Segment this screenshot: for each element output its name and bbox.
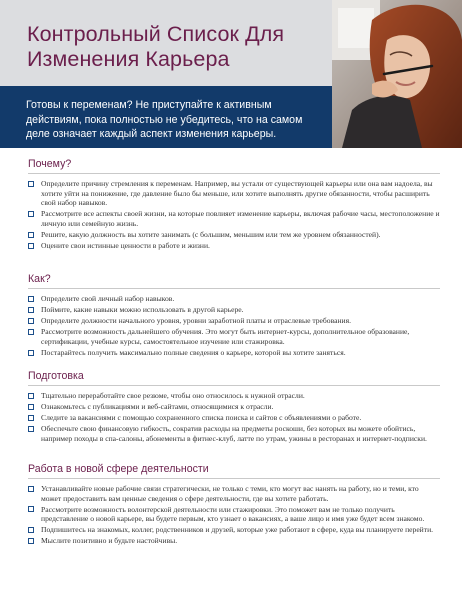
checkbox[interactable]	[28, 404, 34, 410]
checklist-item	[28, 179, 440, 208]
checkbox[interactable]	[28, 350, 34, 356]
section-title: Почему?	[28, 158, 440, 174]
checklist-item-text: Определите свой личный набор навыков.	[41, 294, 175, 303]
woman-with-pen-photo	[332, 0, 462, 148]
checklist-item-text: Рассмотрите возможность дальнейшего обучения. Это могут быть интернет-курсы, дополнительное образование, сертификации, учебные курсы, самостоятельное изучение или стажировка.	[41, 327, 410, 346]
checkbox[interactable]	[28, 307, 34, 313]
checkbox[interactable]	[28, 329, 34, 335]
checklist-item-text: Следите за вакансиями с помощью сохраненного списка поиска и сайтов с объявлениями о работе.	[41, 413, 362, 423]
checklist-item	[28, 327, 440, 346]
checklist-item	[28, 294, 440, 304]
checklist-item	[28, 391, 440, 401]
checkbox[interactable]	[28, 506, 34, 512]
section-new-field	[28, 463, 440, 548]
section-preparation	[28, 370, 440, 445]
checklist-item-text: Устанавливайте новые рабочие связи стратегически, не только с теми, кто могут вас нанять на работу, но и теми, кто может предоставить вам ценные сведения о сфере деятельности, где вы хотите работать.	[41, 484, 419, 503]
checklist	[28, 179, 440, 251]
checkbox[interactable]	[28, 486, 34, 492]
checklist-item-text: Рассмотрите все аспекты своей жизни, на которые повлияет изменение карьеры, включая рабочие часы, местоположение и личную или семейную жизнь.	[41, 209, 440, 228]
checklist-item-text: Определите причину стремления к переменам. Например, вы устали от существующей карьеры или она вам надоела, вы хотите уйти на понижение, где давление было бы меньше, или хотите выполнять другие обязанности, чтобы расширить свой набор навыков.	[41, 179, 433, 208]
header-photo	[332, 0, 462, 148]
checklist-item-text: Решите, какую должность вы хотите занимать (с большим, меньшим или тем же уровнем обязанностей).	[41, 229, 381, 239]
checkbox[interactable]	[28, 415, 34, 421]
checklist-item-text: Рассмотрите возможность волонтерской деятельности или стажировки. Это поможет вам не только получить представление о новой карьере, вы будете первым, кто узнает о вакансиях, а ваше лицо и имя уже будет всем знакомо.	[41, 504, 425, 524]
checklist-item	[28, 305, 440, 315]
checkbox[interactable]	[28, 243, 34, 249]
checkbox[interactable]	[28, 296, 34, 302]
checklist-item	[28, 316, 440, 326]
checklist-item	[28, 413, 440, 423]
checklist	[28, 391, 440, 443]
checklist-item-text: Обеспечьте свою финансовую гибкость, сократив расходы на предметы роскоши, без которых вы можете обойтись, например походы в спа-салоны, абонементы в фитнес-клуб, латте по утрам, ужины в ресторанах и интернет-подписки.	[41, 424, 427, 443]
checklist-item	[28, 424, 440, 443]
checklist-item	[28, 484, 440, 503]
checklist-item	[28, 505, 440, 524]
checklist	[28, 484, 440, 546]
intro-text: Готовы к переменам? Не приступайте к активным действиям, пока полностью не убедитесь, что на самом деле означает каждый аспект изменения карьеры.	[26, 99, 303, 140]
checkbox[interactable]	[28, 232, 34, 238]
checkbox[interactable]	[28, 538, 34, 544]
checkbox[interactable]	[28, 211, 34, 217]
checklist-item-text: Тщательно переработайте свое резюме, чтобы оно относилось к нужной отрасли.	[41, 391, 305, 400]
checklist-item	[28, 536, 440, 546]
checkbox[interactable]	[28, 181, 34, 187]
checklist	[28, 294, 440, 358]
checklist-item-text: Подпишитесь на знакомых, коллег, родственников и друзей, которые уже работают в сфере, куда вы планируете перейти.	[41, 525, 434, 535]
checklist-item-text: Поймите, какие навыки можно использовать в другой карьере.	[41, 305, 244, 315]
page-title: Контрольный Список Для Изменения Карьера	[27, 22, 285, 71]
checklist-item-text: Ознакомьтесь с публикациями и веб-сайтами, относящимися к отрасли.	[41, 402, 274, 412]
checklist-item	[28, 230, 440, 240]
checklist-item-text: Постарайтесь получить максимально полные сведения о карьере, которой вы хотите заняться.	[41, 347, 346, 357]
section-title: Как?	[28, 273, 440, 289]
checklist-item-text: Мыслите позитивно и будьте настойчивы.	[41, 536, 178, 546]
section-why	[28, 158, 440, 252]
checklist-item-text: Оцените свои истинные ценности в работе и жизни.	[41, 241, 210, 251]
checkbox[interactable]	[28, 318, 34, 324]
checklist-item	[28, 402, 440, 412]
checklist-item	[28, 348, 440, 358]
section-title: Работа в новой сфере деятельности	[28, 463, 440, 479]
checkbox[interactable]	[28, 393, 34, 399]
checklist-item	[28, 525, 440, 535]
checklist-item	[28, 241, 440, 251]
checkbox[interactable]	[28, 527, 34, 533]
checkbox[interactable]	[28, 426, 34, 432]
section-title: Подготовка	[28, 370, 440, 386]
section-how	[28, 273, 440, 359]
checklist-item-text: Определите должности начального уровня, уровни заработной платы и отраслевые требования.	[41, 316, 351, 326]
checklist-item	[28, 209, 440, 228]
